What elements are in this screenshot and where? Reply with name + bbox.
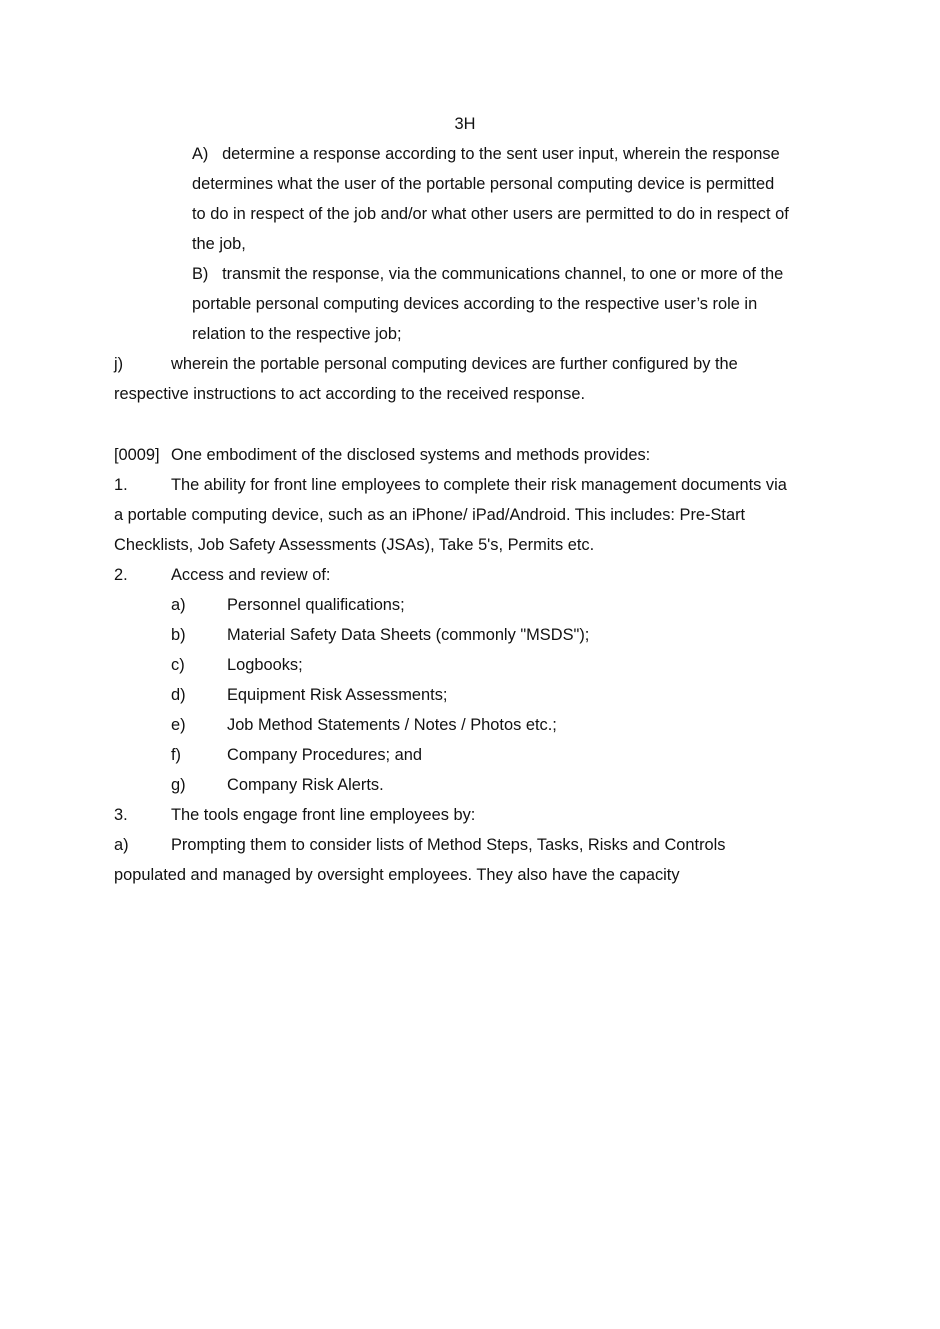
list-item-label: d) — [171, 686, 186, 704]
subclause-a-line-1: determine a response according to the sent user input, wherein the response — [222, 145, 780, 163]
list-item-text: Company Risk Alerts. — [227, 776, 384, 794]
list-item — [171, 590, 871, 620]
list-item-label: g) — [171, 776, 186, 794]
clause-j-line-2: respective instructions to act according to the received response. — [114, 385, 586, 403]
subclause-a — [192, 139, 842, 259]
list-item-text: Material Safety Data Sheets (commonly "MSDS"); — [227, 626, 590, 644]
paragraph-intro: One embodiment of the disclosed systems and methods provides: — [171, 446, 651, 464]
item-3-label: 3. — [114, 806, 128, 824]
list-item-text: Job Method Statements / Notes / Photos etc.; — [227, 716, 557, 734]
item-3a-text: Prompting them to consider lists of Method Steps, Tasks, Risks and Controls — [171, 836, 726, 854]
clause-j-text: wherein the portable personal computing devices are further configured by the — [171, 355, 738, 373]
item-1-text: The ability for front line employees to complete their risk management documents via — [171, 476, 787, 494]
subclause-a-line-2: determines what the user of the portable personal computing device is permitted — [192, 175, 775, 193]
paragraph-tag: [0009] — [114, 446, 160, 464]
subclause-b-line-3: relation to the respective job; — [192, 325, 402, 343]
item-1-line-2: a portable computing device, such as an iPhone/ iPad/Android. This includes: Pre-Start — [114, 506, 746, 524]
item-1-label: 1. — [114, 476, 128, 494]
list-item-text: Company Procedures; and — [227, 746, 422, 764]
item-2-label: 2. — [114, 566, 128, 584]
list-item-label: b) — [171, 626, 186, 644]
list-item — [171, 710, 871, 740]
item-3a-line-1 — [114, 830, 874, 860]
subclause-a-label: A) — [192, 145, 209, 163]
list-item — [171, 680, 871, 710]
item-3a-line-2: populated and managed by oversight employees. They also have the capacity — [114, 866, 680, 884]
item-3-text: The tools engage front line employees by: — [171, 806, 476, 824]
item-2 — [114, 560, 874, 590]
item-2-text: Access and review of: — [171, 566, 331, 584]
paragraph-0009 — [114, 440, 874, 470]
subclause-a-line-3: to do in respect of the job and/or what other users are permitted to do in respect of — [192, 205, 789, 223]
item-3a-label: a) — [114, 836, 129, 854]
subclause-b — [192, 259, 842, 349]
list-item-label: c) — [171, 656, 185, 674]
list-item — [171, 620, 871, 650]
list-item-text: Personnel qualifications; — [227, 596, 405, 614]
item-3 — [114, 800, 874, 830]
list-item-label: a) — [171, 596, 186, 614]
list-item-text: Logbooks; — [227, 656, 303, 674]
item-1-line-1 — [114, 470, 874, 500]
list-item — [171, 650, 871, 680]
list-item-label: f) — [171, 746, 182, 764]
list-item — [171, 770, 871, 800]
subclause-a-line-4: the job, — [192, 235, 246, 253]
list-item — [171, 740, 871, 770]
list-item-text: Equipment Risk Assessments; — [227, 686, 448, 704]
list-item-label: e) — [171, 716, 186, 734]
subclause-b-line-2: portable personal computing devices according to the respective user’s role in — [192, 295, 758, 313]
clause-j-line-1 — [114, 349, 874, 379]
subclause-b-line-1: transmit the response, via the communications channel, to one or more of the — [222, 265, 784, 283]
clause-j-label: j) — [114, 355, 124, 373]
page-number: 3H — [454, 115, 476, 133]
subclause-b-label: B) — [192, 265, 209, 283]
item-1-line-3: Checklists, Job Safety Assessments (JSAs), Take 5's, Permits etc. — [114, 536, 595, 554]
